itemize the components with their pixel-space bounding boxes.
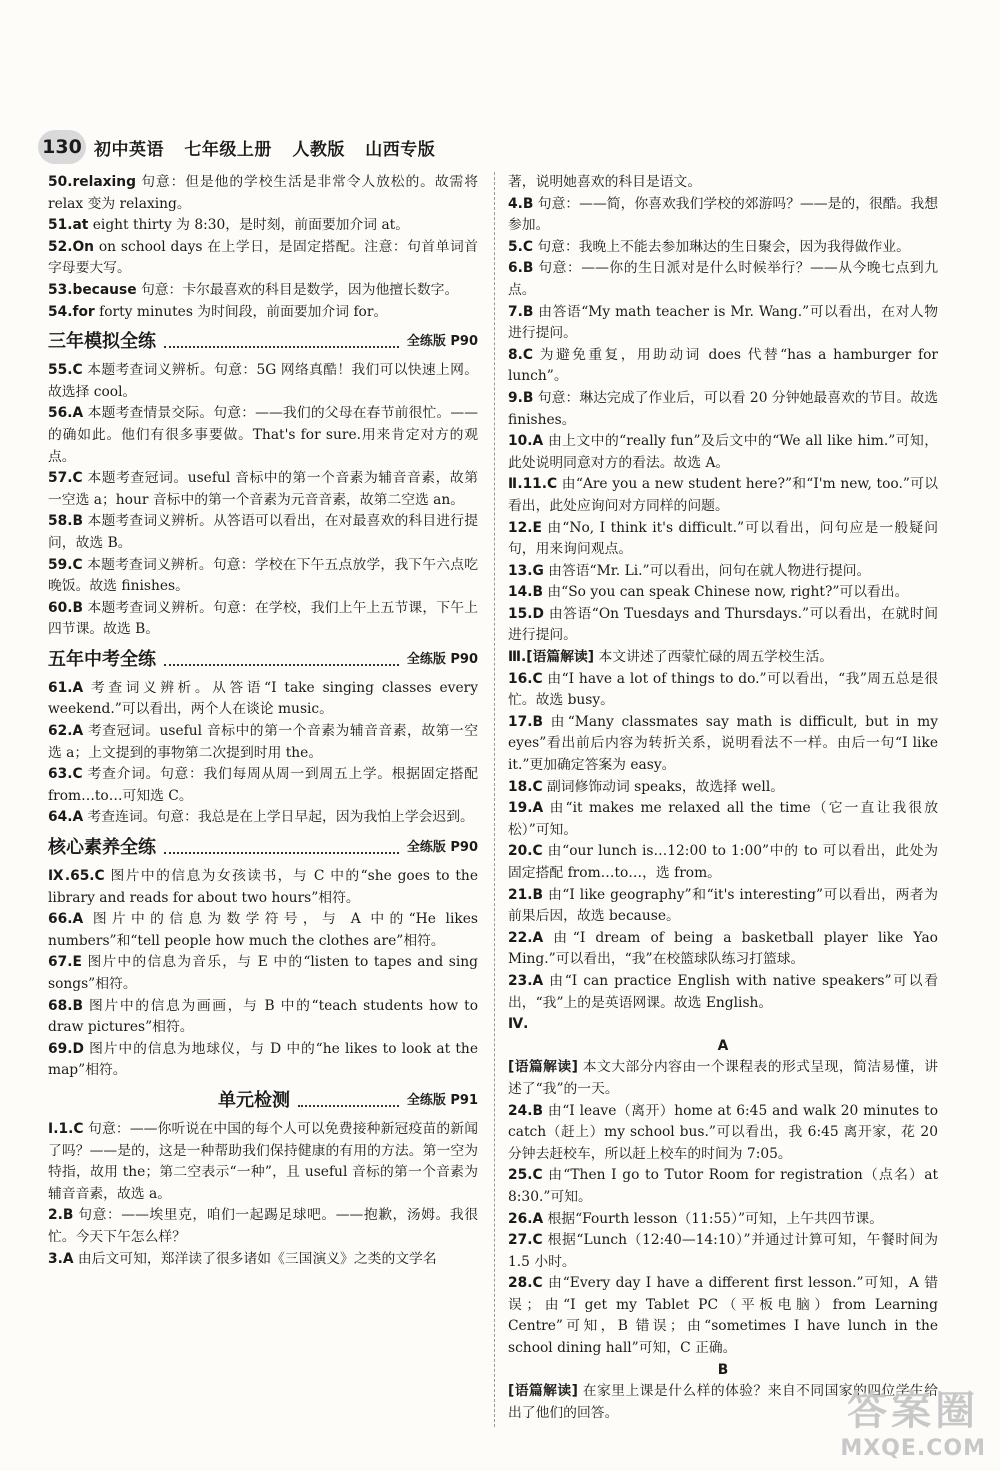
answer-entry <box>48 678 478 721</box>
answer-text: 由“I leave（离开）home at 6:45 and walk 20 minutes to catch（赶上）my school bus.”可以看出，我 6:45 离开家，花 20 分钟去赶校车，所以赶上校车的时间为 7:05。 <box>508 1102 938 1162</box>
answer-number: 55.C <box>48 362 83 379</box>
answer-text: 本题考查冠词。useful 音标中的第一个音素为辅音音素，故第一空选 a；hour 音标中的第一个音素为元音音素，故第二空选 an。 <box>48 470 478 508</box>
answer-entry <box>48 1039 478 1082</box>
part-number: Ⅲ. <box>508 649 527 666</box>
watermark-url: MXQE.COM <box>840 1436 986 1461</box>
section-page-ref: 全练版 P91 <box>406 1093 478 1109</box>
answer-number: 61.A <box>48 679 84 696</box>
part-number: Ⅳ. <box>508 1016 529 1033</box>
answer-text: 由“it makes me relaxed all the time（它一直让我很放松）”可知。 <box>508 800 938 838</box>
answer-entry <box>508 971 938 1014</box>
answer-text: 由“our lunch is…12:00 to 1:00”中的 to 可以看出，此处为固定搭配 from…to…，选 from。 <box>508 843 938 881</box>
section-heading <box>48 328 478 356</box>
answer-entry <box>48 237 478 280</box>
answer-text: 根据“Fourth lesson（11:55）”可知，上午共四节课。 <box>547 1210 883 1227</box>
answer-text: 由答语“On Tuesdays and Thursdays.”可以看出，在就时间进行提问。 <box>508 605 938 644</box>
answer-text: 由答语“My math teacher is Mr. Wang.”可以看出，在对人物进行提问。 <box>508 303 938 342</box>
answer-text: 由“Every day I have a different first lesson.”可知，A 错误；由“I get my Tablet PC（平板电脑）from Learning Centre”可知，B 错误；由“sometimes I have lunch in the school dining hall”可知，C 正确。 <box>508 1275 938 1357</box>
answer-text: 本题考查词义辨析。句意：5G 网络真酷！我们可以快速上网。故选择 cool。 <box>48 362 478 400</box>
answer-entry <box>48 403 478 468</box>
section-leader-dots <box>164 842 399 854</box>
answer-text: 句意：——简，你喜欢我们学校的郊游吗？——是的，很酷。我想参加。 <box>508 195 939 234</box>
answer-entry <box>508 345 938 388</box>
answer-entry <box>48 807 478 829</box>
answer-number: 3.A <box>48 1250 74 1267</box>
section-leader-dots <box>164 336 399 348</box>
answer-number: Ⅱ.11.C <box>508 476 558 493</box>
answer-number: Ⅰ.1.C <box>48 1120 84 1137</box>
answer-number: 8.C <box>508 346 533 363</box>
answer-number: 58.B <box>48 513 83 530</box>
answer-number: 57.C <box>48 470 83 487</box>
answer-number: 7.B <box>508 303 534 320</box>
answer-text: 本题考查词义辨析。句意：学校在下午五点放学，我下午六点吃晚饭。故选 finishes。 <box>48 556 479 595</box>
answer-text: 本题考查词义辨析。从答语可以看出，在对最喜欢的科目进行提问，故选 B。 <box>48 513 478 551</box>
section-page-ref: 全练版 P90 <box>406 652 478 668</box>
answer-text: 句意：——埃里克，咱们一起踢足球吧。——抱歉，汤姆。我很忙。今天下午怎么样？ <box>48 1207 478 1245</box>
answer-text: 考查词义辨析。从答语“I take singing classes every weekend.”可以看出，两个人在谈论 music。 <box>48 679 478 718</box>
answer-entry <box>508 431 938 474</box>
answer-number: 15.D <box>508 605 544 622</box>
section-heading <box>48 1087 478 1115</box>
column-divider <box>494 172 495 1427</box>
answer-text: 句意：但是他的学校生活是非常令人放松的。故需将 relax 变为 relaxing。 <box>48 174 479 212</box>
answer-number: 53.because <box>48 281 137 298</box>
answer-text: 由“Many classmates say math is difficult, but in my eyes”看出前后内容为转折关系，说明看法不一样。由后一句“I like it.”更加确定答案为 easy。 <box>508 713 938 774</box>
answer-text: 由上文中的“really fun”及后文中的“We all like him.”可知，此处说明同意对方的看法。故选 A。 <box>508 433 938 471</box>
watermark-logo: 答案圈 <box>847 1388 980 1434</box>
answer-number: 9.B <box>508 389 534 406</box>
answer-number: 51.at <box>48 217 89 234</box>
answer-entry <box>48 360 478 403</box>
answer-text: 图片中的信息为女孩读书，与 C 中的“she goes to the library and reads for about two hours”相符。 <box>48 868 478 906</box>
answer-entry <box>508 712 938 777</box>
book-title: 初中英语 七年级上册 人教版 山西专版 <box>94 139 436 160</box>
answer-number: 50.relaxing <box>48 174 136 190</box>
answer-entry <box>48 215 478 237</box>
answer-text: 句意：——你听说在中国的每个人可以免费接种新冠疫苗的新闻了吗？——是的，这是一种帮助我们保持健康的有用的方法。第一空为特指，故用 the；第二空表示“一种”，且 useful 音标的第一个音素为辅音音素，故选 a。 <box>48 1120 478 1202</box>
answer-number: 54.for <box>48 303 95 320</box>
answer-entry <box>508 302 938 345</box>
section-leader-dots <box>298 1095 399 1107</box>
answer-entry <box>508 172 938 194</box>
answer-entry <box>508 1101 938 1166</box>
answer-number: 25.C <box>508 1167 543 1184</box>
answer-entry <box>508 388 938 431</box>
section-heading <box>48 646 478 674</box>
answer-entry <box>508 1209 938 1231</box>
answer-entry <box>508 604 938 647</box>
answer-number: 66.A <box>48 911 84 928</box>
answer-number: 22.A <box>508 929 544 946</box>
answer-number: 10.A <box>508 433 544 450</box>
analysis-text: 在家里上课是什么样的体验？来自不同国家的四位学生给出了他们的回答。 <box>508 1383 939 1421</box>
answer-number: 62.A <box>48 723 84 740</box>
answer-entry <box>508 237 938 259</box>
answer-number: 26.A <box>508 1210 544 1227</box>
section-title: 三年模拟全练 <box>48 331 156 353</box>
answer-number: 4.B <box>508 195 534 212</box>
answer-entry <box>508 669 938 712</box>
answer-number: 6.B <box>508 260 534 277</box>
answer-text: 由“No, I think it's difficult.”可以看出，问句应是一般疑问句，用来询问观点。 <box>508 519 938 558</box>
answer-entry <box>48 302 478 324</box>
answer-entry <box>508 518 938 561</box>
answer-entry <box>508 582 938 604</box>
analysis-tag: [语篇解读] <box>508 1383 578 1400</box>
answer-text: 由后文可知，郑洋读了很多诸如《三国演义》之类的文学名 <box>77 1250 437 1267</box>
answer-number: 2.B <box>48 1207 74 1224</box>
section-page-ref: 全练版 P90 <box>406 334 478 350</box>
left-column <box>48 172 478 1270</box>
answer-number: 52.On <box>48 238 94 255</box>
answer-number: 18.C <box>508 778 543 795</box>
analysis-tag: [语篇解读] <box>508 1059 578 1076</box>
answer-text: 副词修饰动词 speaks，故选择 well。 <box>546 778 785 795</box>
answer-entry <box>48 1119 478 1205</box>
answer-text: 由“I like geography”和“it's interesting”可以看出，两者为前果后因，故选 because。 <box>508 886 938 925</box>
answer-text: 句意：琳达完成了作业后，可以看 20 分钟她最喜欢的节目。故选 finishes。 <box>508 389 938 428</box>
answer-entry <box>508 777 938 799</box>
page-header <box>38 128 978 166</box>
answer-number: 19.A <box>508 800 544 817</box>
section-title: 五年中考全练 <box>48 649 156 671</box>
answer-number: 5.C <box>508 238 533 255</box>
answer-number: 60.B <box>48 599 83 616</box>
answer-entry <box>48 721 478 764</box>
answer-text: 考查冠词。useful 音标中的第一个音素为辅音音素，故第一空选 a；上文提到的事物第二次提到时用 the。 <box>48 723 479 761</box>
answer-text: 由答语“Mr. Li.”可以看出，问句在就人物进行提问。 <box>548 562 871 579</box>
answer-text: 句意：——你的生日派对是什么时候举行？——从今晚七点到九点。 <box>508 260 938 298</box>
answer-text: on school days 在上学日，是固定搭配。注意：句首单词首字母要大写。 <box>48 238 479 277</box>
section-heading <box>48 834 478 862</box>
answer-number: Ⅸ.65.C <box>48 868 105 885</box>
part-heading: A <box>717 1037 729 1054</box>
answer-entry <box>48 555 478 598</box>
answer-entry <box>508 928 938 971</box>
answer-text: eight thirty 为 8:30，是时刻，前面要加介词 at。 <box>92 217 410 234</box>
answer-number: 21.B <box>508 886 543 903</box>
answer-text: 图片中的信息为画画，与 B 中的“teach students how to draw pictures”相符。 <box>48 997 478 1036</box>
answer-entry <box>48 468 478 511</box>
answer-text: 由“So you can speak Chinese now, right?”可以看出。 <box>547 584 909 601</box>
answer-entry <box>508 798 938 841</box>
answer-entry <box>48 952 478 995</box>
passage-analysis <box>508 1014 938 1036</box>
answer-number: 16.C <box>508 670 543 687</box>
answer-entry <box>48 764 478 807</box>
answer-entry <box>48 1205 478 1248</box>
answer-entry <box>508 1273 938 1359</box>
analysis-tag: [语篇解读] <box>526 649 595 666</box>
answer-entry <box>508 841 938 884</box>
answer-number: 67.E <box>48 954 82 971</box>
answer-entry <box>508 474 938 517</box>
watermark <box>840 1379 986 1461</box>
answer-entry <box>48 909 478 952</box>
section-leader-dots <box>164 654 399 666</box>
answer-number: 23.A <box>508 972 544 989</box>
answer-entry <box>508 1230 938 1273</box>
answer-entry <box>48 511 478 554</box>
answer-entry <box>508 1165 938 1208</box>
answer-number: 59.C <box>48 556 83 573</box>
part-heading: B <box>717 1361 729 1378</box>
answer-text: 由“Are you a new student here?”和“I'm new, too.”可以看出，此处应询问对方同样的问题。 <box>508 476 938 514</box>
answer-entry <box>508 561 938 583</box>
answer-number: 17.B <box>508 713 543 730</box>
section-page-ref: 全练版 P90 <box>406 840 478 856</box>
answer-text: 考查连词。句意：我总是在上学日早起，因为我怕上学会迟到。 <box>87 809 474 826</box>
right-column <box>508 172 938 1424</box>
answer-entry <box>48 866 478 909</box>
answer-text: 由“I can practice English with native speakers”可以看出，“我”上的是英语网课。故选 English。 <box>508 972 938 1011</box>
page-number: 130 <box>38 130 86 164</box>
answer-text: 图片中的信息为地球仪，与 D 中的“he likes to look at the map”相符。 <box>48 1040 478 1079</box>
answer-text: 著，说明她喜欢的科目是语文。 <box>508 174 702 190</box>
analysis-text: 本文讲述了西蒙忙碌的周五学校生活。 <box>598 649 834 666</box>
answer-text: 图片中的信息为数学符号，与 A 中的“He likes numbers”和“tell people how much the clothes are”相符。 <box>48 911 478 949</box>
answer-number: 64.A <box>48 809 84 826</box>
answer-number: 14.B <box>508 584 543 601</box>
answer-text: 为避免重复，用助动词 does 代替“has a hamburger for lunch”。 <box>508 346 939 385</box>
answer-text: 句意：我晚上不能去参加琳达的生日聚会，因为我得做作业。 <box>537 238 910 255</box>
answer-entry <box>48 996 478 1039</box>
answer-text: 考查介词。句意：我们每周从周一到周五上学。根据固定搭配 from…to…可知选 C。 <box>48 766 479 804</box>
passage-analysis <box>508 1057 938 1100</box>
answer-text: 句意：卡尔最喜欢的科目是数学，因为他擅长数字。 <box>140 281 459 298</box>
answer-text: 图片中的信息为音乐，与 E 中的“listen to tapes and sing songs”相符。 <box>48 954 479 992</box>
answer-number: 27.C <box>508 1232 543 1249</box>
answer-number: 56.A <box>48 405 84 422</box>
answer-text: 本题考查词义辨析。句意：在学校，我们上午上五节课，下午上四节课。故选 B。 <box>48 599 478 638</box>
answer-number: 63.C <box>48 766 83 783</box>
answer-text: 由“I dream of being a basketball player like Yao Ming.”可以看出，“我”在校篮球队练习打篮球。 <box>508 929 938 968</box>
answer-number: 20.C <box>508 843 543 860</box>
answer-text: 根据“Lunch（12:40—14:10）”并通过计算可知，午餐时间为 1.5 小时。 <box>508 1232 938 1270</box>
answer-entry <box>508 258 938 301</box>
answer-text: forty minutes 为时间段，前面要加介词 for。 <box>99 303 388 320</box>
answer-entry <box>48 172 478 215</box>
answer-number: 13.G <box>508 562 544 579</box>
answer-text: 本题考查情景交际。句意：——我们的父母在春节前很忙。——的确如此。他们有很多事要做。That's for sure.用来肯定对方的观点。 <box>48 405 478 465</box>
answer-number: 69.D <box>48 1040 84 1057</box>
answer-number: 28.C <box>508 1275 543 1292</box>
answer-entry <box>48 280 478 302</box>
section-title: 核心素养全练 <box>48 837 156 859</box>
section-title: 单元检测 <box>218 1090 290 1112</box>
answer-number: 24.B <box>508 1102 543 1119</box>
answer-entry <box>48 598 478 641</box>
passage-analysis <box>508 647 938 669</box>
answer-number: 12.E <box>508 519 542 536</box>
answer-text: 由“I have a lot of things to do.”可以看出，“我”周五总是很忙。故选 busy。 <box>508 670 938 709</box>
answer-text: 由“Then I go to Tutor Room for registration（点名）at 8:30.”可知。 <box>508 1167 938 1205</box>
analysis-text: 本文大部分内容由一个课程表的形式呈现，简洁易懂，讲述了“我”的一天。 <box>508 1059 939 1097</box>
answer-number: 68.B <box>48 997 83 1014</box>
answer-entry <box>508 194 938 237</box>
answer-entry <box>48 1249 478 1271</box>
answer-entry <box>508 885 938 928</box>
